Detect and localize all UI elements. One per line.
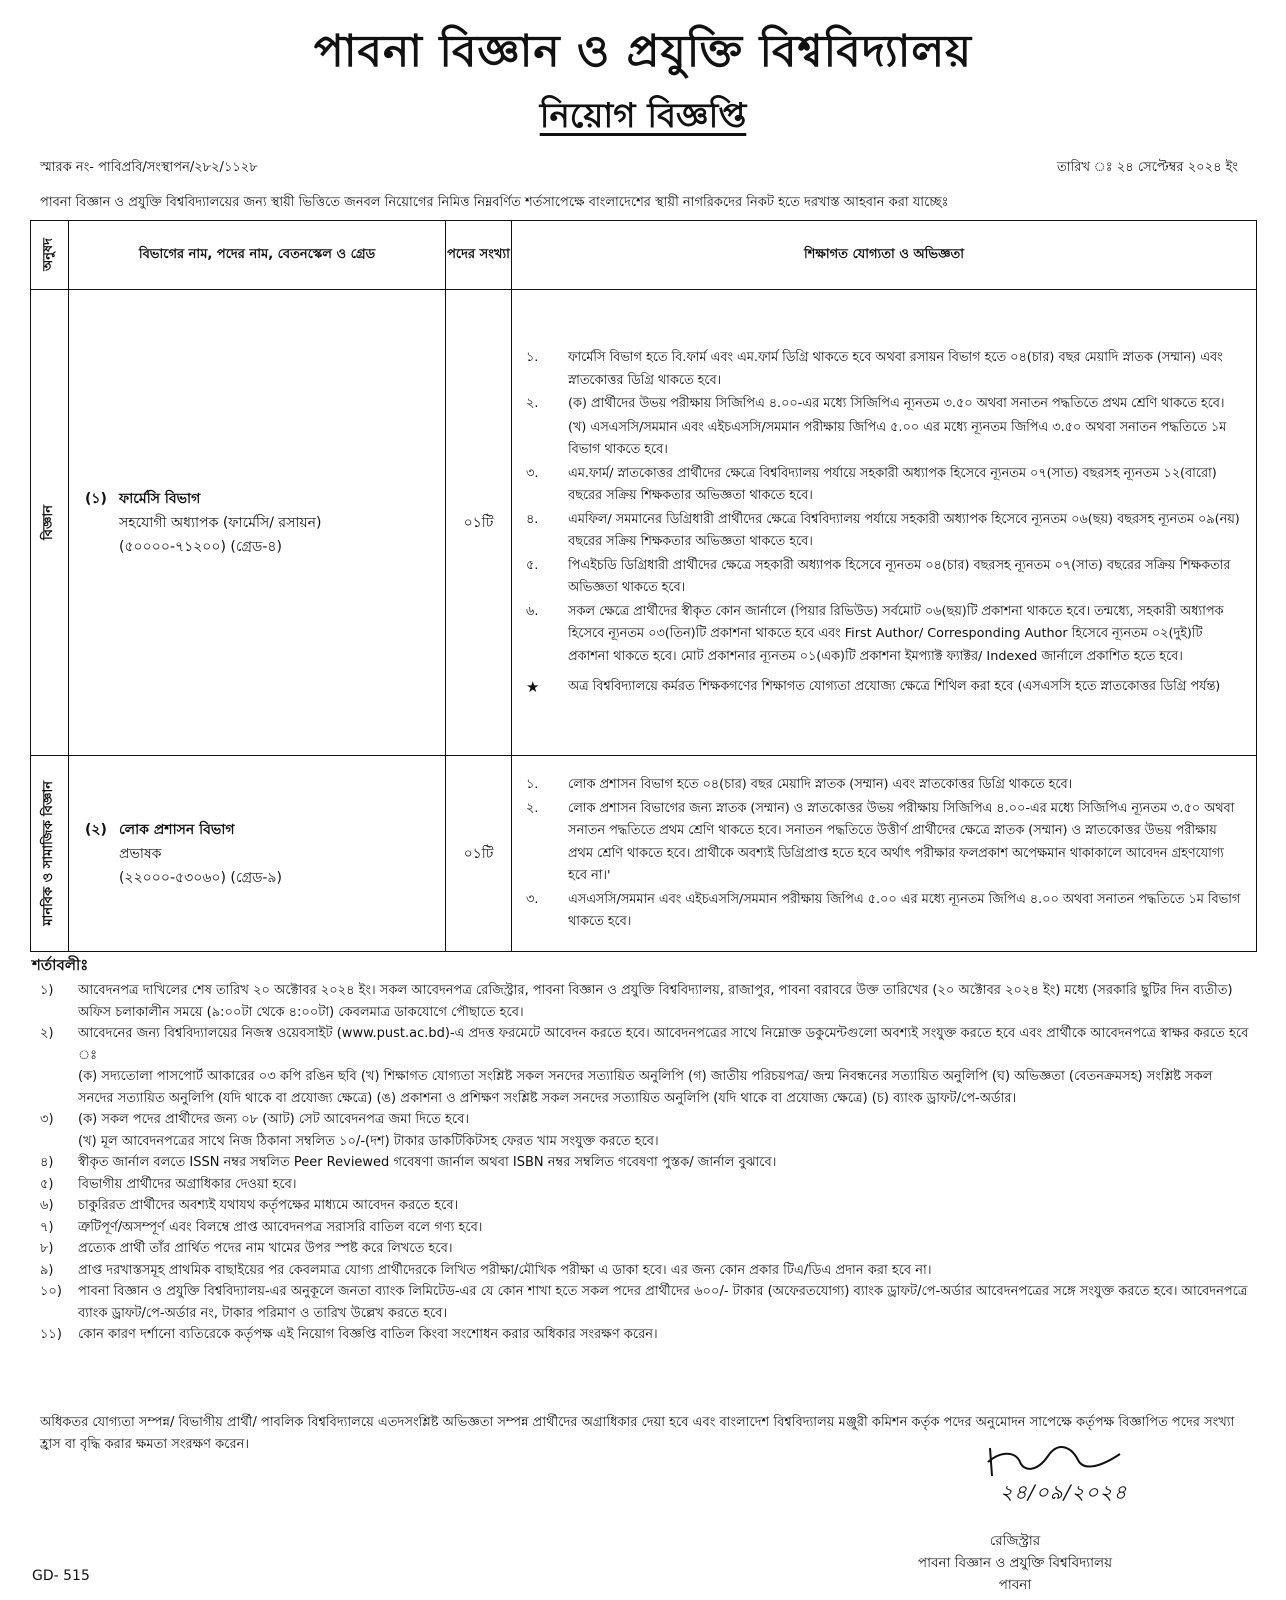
term-number: ১) [40, 983, 54, 998]
qualification-item [522, 417, 1242, 462]
term-item [40, 1324, 1250, 1346]
post-number: (২) [85, 821, 107, 838]
qualification-item [522, 393, 1242, 416]
faculty-cell [31, 756, 69, 952]
faculty-name: মানবিক ও সামাজিক বিজ্ঞান [41, 781, 56, 926]
post-title: প্রভাষক [119, 845, 162, 862]
table-header-row [31, 221, 1257, 290]
term-text: আবেদনের জন্য বিশ্ববিদ্যালয়ের নিজস্ব ওয়েবসাইট (www.pust.ac.bd)-এ প্রদত্ত ফরমেটে আবেদন করতে হবে। আবেদনপত্রের সাথে নিম্নোক্ত ডকুমেন্টগুলো অবশ্যই সংযুক্ত করতে হবে এবং প্রার্থীকে আবেদনপত্রে স্বাক্ষর করতে হবে ঃ [78, 1026, 1249, 1063]
term-text: (খ) মূল আবেদনপত্রের সাথে নিজ ঠিকানা সম্বলিত ১০/-(দশ) টাকার ডাকটিকিটসহ ফেরত খাম সংযুক্ত করতে হবে। [78, 1133, 659, 1149]
registrar-university: পাবনা বিজ্ঞান ও প্রযুক্তি বিশ্ববিদ্যালয় [917, 1555, 1113, 1571]
qualification-number: ২. [526, 396, 539, 412]
star-icon: ★ [526, 678, 540, 697]
qualification-number: ১. [526, 777, 539, 793]
header-qualification: শিক্ষাগত যোগ্যতা ও অভিজ্ঞতা [512, 221, 1257, 290]
qualification-item [522, 798, 1242, 888]
faculty-cell [31, 290, 69, 756]
header-faculty [31, 221, 69, 290]
term-item [40, 1023, 1250, 1066]
post-cell [69, 756, 446, 952]
term-number: ১০) [40, 1284, 62, 1299]
term-number: ৬) [40, 1198, 54, 1213]
term-text: ত্রুটিপূর্ণ/অসম্পূর্ণ এবং বিলম্বে প্রাপ্ত আবেদনপত্র সরাসরি বাতিল বলে গণ্য হবে। [78, 1219, 483, 1235]
table-row [31, 290, 1257, 756]
term-text: আবেদনপত্র দাখিলের শেষ তারিখ ২০ অক্টোবর ২০২৪ ইং। সকল আবেদনপত্র রেজিস্ট্রার, পাবনা বিজ্ঞান ও প্রযুক্তি বিশ্ববিদ্যালয়, রাজাপুর, পাবনা বরাবরে উক্ত তারিখের (২০ অক্টোবর ২০২৪ ইং) মধ্যে (সরকারি ছুটির দিন ব্যতীত) অফিস চলাকালীন সময়ে (৯:০০টা থেকে ৪:০০টা) কেবলমাত্র ডাকযোগে পৌছাতে হবে। [78, 983, 1233, 1020]
term-number: ৩) [40, 1112, 54, 1127]
term-item [40, 1152, 1250, 1174]
registrar-block [880, 1530, 1150, 1596]
term-text: কোন কারণ দর্শানো ব্যতিরেকে কর্তৃপক্ষ এই নিয়োগ বিজ্ঞপ্তি বাতিল কিংবা সংশোধন করার অধিকার সংরক্ষণ করেন। [78, 1327, 658, 1342]
term-number [40, 1131, 78, 1153]
university-title: পাবনা বিজ্ঞান ও প্রযুক্তি বিশ্ববিদ্যালয় [313, 26, 973, 77]
qualification-text: এম.ফার্ম/ স্নাতকোত্তর প্রার্থীদের ক্ষেত্রে বিশ্ববিদ্যালয় পর্যায়ে সহকারী অধ্যাপক হিসেবে ন্যূনতম ০৭(সাত) বছরসহ ন্যূনতম ১২(বারো) বছরের সক্রিয় শিক্ষকতার অভিজ্ঞতা থাকতে হবে। [568, 465, 1217, 504]
department-name: ফার্মেসি বিভাগ [119, 490, 201, 507]
qualification-text: সকল ক্ষেত্রে প্রার্থীদের স্বীকৃত কোন জার্নালে (পিয়ার রিভিউড) সর্বমোট ০৬(ছয়)টি প্রকাশনা থাকতে হবে। তন্মধ্যে, সহকারী অধ্যাপক হিসেবে ন্যূনতম ০৩(তিন)টি প্রকাশনা থাকতে হবে এবং First Author/ Corresponding Author হিসেবে ন্যূনতম ০২(দুই)টি প্রকাশনা থাকতে হবে। মোট প্রকাশনার ন্যূনতম ০১(এক)টি প্রকাশনা ইমপ্যাক্ট ফ্যাক্টর/ Indexed জার্নালে প্রকাশিত হতে হবে। [568, 603, 1224, 664]
term-text: (ক) সদ্যতোলা পাসপোর্ট আকারের ০৩ কপি রঙিন ছবি (খ) শিক্ষাগত যোগ্যতা সংশ্লিষ্ট সকল সনদের সত্যায়িত অনুলিপি (গ) জাতীয় পরিচয়পত্র/ জন্ম নিবন্ধনের সত্যায়িত অনুলিপি (ঘ) অভিজ্ঞতা (বেতনক্রমসহ) সংশ্লিষ্ট সকল সনদের সত্যায়িত অনুলিপি (যদি থাকে বা প্রযোজ্য ক্ষেত্রে) (ঙ) প্রকাশনা ও প্রশিক্ষণ সংশ্লিষ্ট সকল সনদের সত্যায়িত অনুলিপি (যদি থাকে বা প্রযোজ্য ক্ষেত্রে) (চ) ব্যাংক ড্রাফট/পে-অর্ডার। [78, 1069, 1213, 1106]
pay-scale: (২২০০০-৫৩০৬০) (গ্রেড-৯) [119, 869, 282, 886]
qualification-item [522, 601, 1242, 669]
term-number: ৭) [40, 1219, 54, 1235]
qualification-text: এসএসসি/সমমান এবং এইচএসসি/সমমান পরীক্ষায় জিপিএ ৫.০০ এর মধ্যে ন্যূনতম জিপিএ ৪.০০ অথবা সনাতন পদ্ধতিতে ১ম বিভাগ থাকতে হবে। [568, 891, 1241, 930]
term-item [40, 1109, 1250, 1131]
term-number: ৮) [40, 1241, 54, 1256]
term-text: পাবনা বিজ্ঞান ও প্রযুক্তি বিশ্ববিদ্যালয়-এর অনুকূলে জনতা ব্যাংক লিমিটেড-এর যে কোন শাখা হতে সকল পদের প্রার্থীদের ৬০০/- টাকার (অফেরতযোগ্য) ব্যাংক ড্রাফট/পে-অর্ডার আবেদনপত্রের সঙ্গে সংযুক্ত করতে হবে। আবেদনপত্রে ব্যাংক ড্রাফট/পে-অর্ডার নং, টাকার পরিমাণ ও তারিখ উল্লেখ করতে হবে। [78, 1284, 1248, 1321]
term-item [40, 1174, 1250, 1196]
notice-subtitle [0, 90, 1286, 147]
qualification-text: এমফিল/ সমমানের ডিগ্রিধারী প্রার্থীদের ক্ষেত্রে বিশ্ববিদ্যালয় পর্যায়ে সহকারী অধ্যাপক হিসেবে ন্যূনতম ০৬(ছয়) বছরসহ ন্যূনতম ০৯(নয়) বছরের সক্রিয় শিক্ষকতার অভিজ্ঞতা থাকতে হবে। [568, 511, 1240, 550]
term-item [40, 980, 1250, 1023]
header-faculty-text: অনুষদ [41, 238, 56, 272]
term-text: চাকুরিরত প্রার্থীদের অবশ্যই যথাযথ কর্তৃপক্ষের মাধ্যমে আবেদন করতে হবে। [78, 1198, 459, 1213]
term-number: ৪) [40, 1155, 54, 1170]
qualification-number [522, 417, 568, 462]
term-number [40, 1066, 78, 1109]
table-row [31, 756, 1257, 952]
pay-scale: (৫০০০০-৭১২০০) (গ্রেড-৪) [119, 538, 282, 555]
qualification-item [522, 463, 1242, 508]
term-item [40, 1131, 1250, 1153]
post-cell [69, 290, 446, 756]
qualification-text: (খ) এসএসসি/সমমান এবং এইচএসসি/সমমান পরীক্ষায় জিপিএ ৫.০০ এর মধ্যে ন্যূনতম জিপিএ ৩.৫০ অথবা সনাতন পদ্ধতিতে ১ম বিভাগ থাকতে হবে। [568, 419, 1227, 458]
term-item [40, 1238, 1250, 1260]
registrar-city: পাবনা [998, 1577, 1032, 1593]
notice-subtitle-text: নিয়োগ বিজ্ঞপ্তি [539, 96, 747, 136]
closing-paragraph: অধিকতর যোগ্যতা সম্পন্ন/ বিভাগীয় প্রার্থী/ পাবলিক বিশ্ববিদ্যালয়ে এতদসংশ্লিষ্ট অভিজ্ঞতা সম্পন্ন প্রার্থীদের অগ্রাধিকার দেয়া হবে এবং বাংলাদেশ বিশ্ববিদ্যালয় মঞ্জুরী কমিশন কর্তৃক পদের অনুমোদন সাপেক্ষে কর্তৃপক্ষ বিজ্ঞাপিত পদের সংখ্যা হ্রাস বা বৃদ্ধি করার ক্ষমতা সংরক্ষণ করেন। [40, 1415, 1235, 1452]
qualification-number: ২. [526, 800, 539, 816]
qualification-number: ৫. [526, 557, 539, 573]
header-count: পদের সংখ্যা [446, 221, 512, 290]
term-item [40, 1066, 1250, 1109]
terms-heading: শর্তাবলীঃ [32, 956, 89, 974]
qualification-cell [512, 290, 1257, 756]
post-number: (১) [85, 490, 107, 507]
qualification-text: লোক প্রশাসন বিভাগ হতে ০৪(চার) বছর মেয়াদি স্নাতক (সম্মান) এবং স্নাতকোত্তর ডিগ্রি থাকতে হবে। [568, 777, 1073, 793]
qualification-item [522, 555, 1242, 600]
qualification-item [522, 774, 1242, 797]
qualification-text: (ক) প্রার্থীদের উভয় পরীক্ষায় সিজিপিএ ৪.০০-এর মধ্যে সিজিপিএ ন্যূনতম ৩.৫০ অথবা সনাতন পদ্ধতিতে প্রথম শ্রেণি থাকতে হবে। [568, 396, 1225, 412]
header-post: বিভাগের নাম, পদের নাম, বেতনস্কেল ও গ্রেড [69, 221, 446, 290]
star-note [522, 676, 1242, 699]
post-title: সহযোগী অধ্যাপক (ফার্মেসি/ রসায়ন) [119, 514, 322, 531]
qualification-text: পিএইচডি ডিগ্রিধারী প্রার্থীদের ক্ষেত্রে সহকারী অধ্যাপক হিসেবে ন্যূনতম ০৪(চার) বছরসহ ন্যূনতম ০৭(সাত) বছরের সক্রিয় শিক্ষকতার অভিজ্ঞতা থাকতে হবে। [568, 557, 1231, 596]
term-item [40, 1195, 1250, 1217]
qualification-item [522, 889, 1242, 934]
post-count: ০১টি [446, 756, 512, 952]
qualification-number: ৪. [526, 511, 539, 527]
document-code: GD- 515 [32, 1568, 90, 1584]
term-item [40, 1260, 1250, 1282]
term-text: (ক) সকল পদের প্রার্থীদের জন্য ০৮ (আট) সেট আবেদনপত্র জমা দিতে হবে। [78, 1112, 469, 1127]
term-text: প্রাপ্ত দরখাস্তসমূহ প্রাথমিক বাছাইয়ের পর কেবলমাত্র যোগ্য প্রার্থীদেরকে লিখিত পরীক্ষা/মৌখিক পরীক্ষা এ ডাকা হবে। এর জন্য কোন প্রকার টিএ/ডিএ প্রদান করা হবে না। [78, 1262, 932, 1278]
term-number: ৯) [40, 1262, 54, 1278]
terms-list [40, 980, 1250, 1346]
qualification-text: লোক প্রশাসন বিভাগের জন্য স্নাতক (সম্মান) ও স্নাতকোত্তর উভয় পরীক্ষায় সিজিপিএ ৪.০০-এর মধ্যে সিজিপিএ ন্যূনতম ৩.৫০ অথবা সনাতন পদ্ধতিতে প্রথম শ্রেণি থাকতে হবে। সনাতন পদ্ধতিতে উত্তীর্ণ প্রার্থীদের ক্ষেত্রে স্নাতক (সম্মান) ও স্নাতকোত্তর উভয় পরীক্ষায় প্রথম শ্রেণি থাকতে হবে। প্রার্থীকে অবশ্যই ডিগ্রিপ্রাপ্ত হতে হবে অর্থাৎ পরীক্ষার ফলপ্রকাশ অপেক্ষমান থাকাকালে আবেদন গ্রহণযোগ্য হবে না।' [568, 800, 1235, 884]
term-text: প্রত্যেক প্রার্থী তাঁর প্রার্থিত পদের নাম খামের উপর স্পষ্ট করে লিখতে হবে। [78, 1241, 453, 1256]
term-text: বিভাগীয় প্রার্থীদের অগ্রাধিকার দেওয়া হবে। [78, 1176, 297, 1192]
signature-date: ২৪/০৯/২০২৪ [1000, 1480, 1128, 1504]
memo-number: স্মারক নং- পাবিপ্রবি/সংস্থাপন/২৮২/১১২৮ [40, 160, 258, 175]
qualification-text: ফার্মেসি বিভাগ হতে বি.ফার্ম এবং এম.ফার্ম ডিগ্রি থাকতে হবে অথবা রসায়ন বিভাগ হতে ০৪(চার) বছর মেয়াদি স্নাতক (সম্মান) এবং স্নাতকোত্তর ডিগ্রি থাকতে হবে। [568, 350, 1223, 388]
term-item [40, 1217, 1250, 1239]
term-number: ৫) [40, 1176, 54, 1192]
faculty-name: বিজ্ঞান [41, 505, 56, 540]
qualification-number: ৩. [526, 891, 539, 907]
notice-date: তারিখ ঃ ২৪ সেপ্টেম্বর ২০২৪ ইং [1057, 160, 1238, 175]
star-note-text: অত্র বিশ্ববিদ্যালয়ে কর্মরত শিক্ষকগণের শিক্ষাগত যোগ্যতা প্রযোজ্য ক্ষেত্রে শিথিল করা হবে (এসএসসি হতে স্নাতকোত্তর ডিগ্রি পর্যন্ত) [568, 679, 1221, 695]
term-number: ২) [40, 1026, 54, 1041]
post-count: ০১টি [446, 290, 512, 756]
term-text: স্বীকৃত জার্নাল বলতে ISSN নম্বর সম্বলিত Peer Reviewed গবেষণা জার্নাল অথবা ISBN নম্বর সম্বলিত গবেষণা পুস্তক/ জার্নাল বুঝাবে। [78, 1155, 777, 1170]
qualification-cell [512, 756, 1257, 952]
qualification-number: ৩. [526, 465, 539, 481]
qualification-number: ৬. [526, 603, 539, 619]
qualification-item [522, 509, 1242, 554]
department-name: লোক প্রশাসন বিভাগ [119, 821, 235, 838]
vacancy-table [30, 220, 1257, 952]
qualification-item [522, 347, 1242, 392]
qualification-number: ১. [526, 350, 539, 366]
term-number: ১১) [40, 1327, 62, 1342]
registrar-title: রেজিস্ট্রার [989, 1533, 1041, 1549]
intro-paragraph: পাবনা বিজ্ঞান ও প্রযুক্তি বিশ্ববিদ্যালয়ের জন্য স্থায়ী ভিত্তিতে জনবল নিয়োগের নিমিত্ত নিম্নবর্ণিত শর্তসাপেক্ষে বাংলাদেশের স্থায়ী নাগরিকদের নিকট হতে দরখাস্ত আহবান করা যাচ্ছেঃ [40, 195, 949, 210]
term-item [40, 1281, 1250, 1324]
